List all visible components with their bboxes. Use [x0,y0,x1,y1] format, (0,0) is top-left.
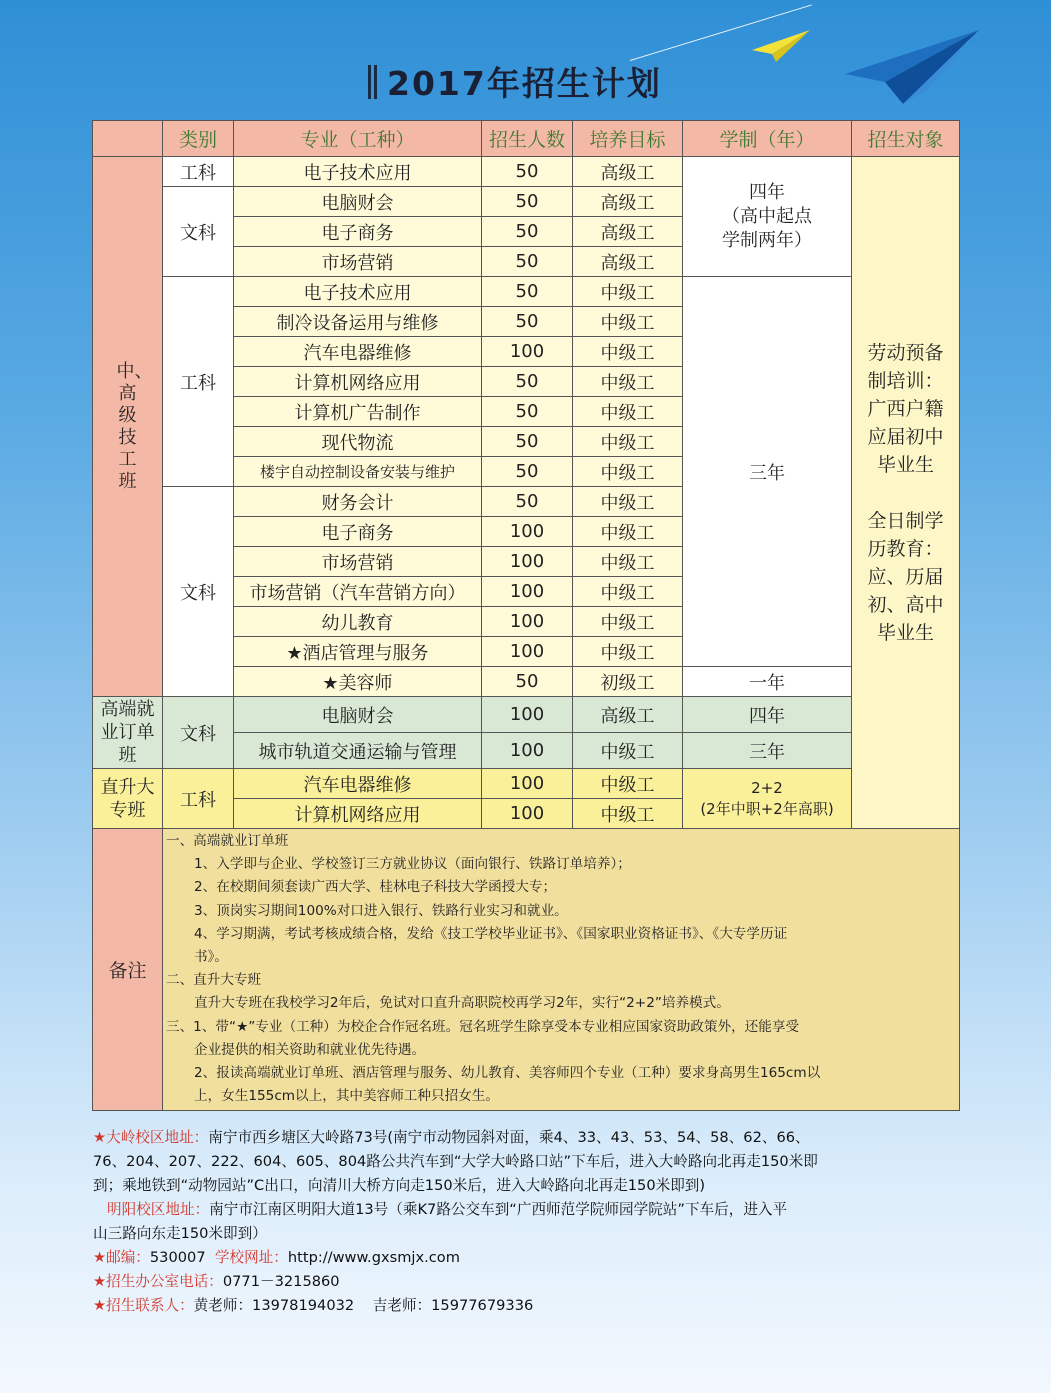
count-cell: 50 [482,157,573,187]
category-cell: 文科 [163,487,234,697]
count-cell: 100 [482,637,573,667]
count-cell: 50 [482,277,573,307]
duration-line: 学制两年） [722,229,812,251]
phone-value: 0771－3215860 [222,1273,340,1290]
major-cell: 幼儿教育 [234,607,482,637]
note-heading: 三、1、带“★”专业（工种）为校企合作冠名班。冠名班学生除享受本专业相应国家资助政策外，还能享受 [166,1018,800,1035]
mingyang-address-text: 南宁市江南区明阳大道13号（乘K7路公交车到“广西师范学院师园学院站”下车后，进入平 [209,1201,788,1218]
group-employment-class-label: 高端就业订单班 [100,699,155,766]
star-icon: ★ [93,1297,107,1314]
target-line: 毕业生 [876,453,934,476]
count-cell: 50 [482,667,573,697]
mingyang-address-line: 山三路向东走150米即到） [93,1225,267,1242]
count-cell: 100 [482,337,573,367]
major-cell: 电子技术应用 [234,277,482,307]
major-cell: 电子技术应用 [234,157,482,187]
phone-label: 招生办公室电话： [106,1273,223,1290]
goal-cell: 高级工 [573,217,683,247]
header-count: 招生人数 [482,121,573,157]
category-cell: 工科 [163,157,234,187]
mingyang-address-line [93,1198,955,1222]
count-cell: 100 [482,517,573,547]
target-line: 劳动预备 [867,341,944,364]
note-line: 1、入学即与企业、学校签订三方就业协议（面向银行、铁路订单培养）； [194,856,631,873]
target-line: 全日制学 [867,509,944,532]
goal-cell: 中级工 [573,799,683,829]
major-cell: 现代物流 [234,427,482,457]
title-bar-decoration [368,65,371,99]
target-line: 初、高中 [867,593,944,616]
note-line: 上，女生155cm以上，其中美容师工种只招女生。 [194,1088,499,1105]
notes-row [93,829,960,1111]
goal-cell: 高级工 [573,157,683,187]
postcode-line [93,1246,955,1270]
small-paper-plane-icon [752,28,812,64]
website-link[interactable]: http://www.gxsmjx.com [287,1249,460,1266]
daling-address-label: 大岭校区地址： [106,1129,209,1146]
major-cell: 财务会计 [234,487,482,517]
duration-cell: 一年 [683,667,852,697]
goal-cell: 中级工 [573,427,683,457]
major-cell: 电脑财会 [234,187,482,217]
target-line: 应届初中 [867,425,944,448]
daling-address-line: 76、204、207、222、604、605、804路公共汽车到“大学大岭路口站”下车后，进入大岭路向北再走150米即 [93,1153,818,1170]
target-line: 毕业生 [876,621,934,644]
contact-person-1: 黄老师：13978194032 [193,1297,355,1314]
note-line: 2、报读高端就业订单班、酒店管理与服务、幼儿教育、美容师四个专业（工种）要求身高男生165cm以 [194,1065,821,1082]
goal-cell: 中级工 [573,637,683,667]
table-row [93,277,960,307]
enrollment-plan-table [92,120,960,1111]
count-cell: 50 [482,187,573,217]
goal-cell: 中级工 [573,487,683,517]
duration-cell: 三年 [683,733,852,769]
page-title: 2017年招生计划 [387,64,662,103]
goal-cell: 中级工 [573,517,683,547]
duration-cell: 三年 [683,277,852,667]
group-senior-class-label: 中、高级技工班 [116,360,153,492]
table-row [93,157,960,187]
major-cell: 电脑财会 [234,697,482,733]
target-line: 应、历届 [867,565,944,588]
duration-line: 2+2 [751,778,783,797]
major-cell: 市场营销 [234,247,482,277]
count-cell: 50 [482,217,573,247]
goal-cell: 中级工 [573,733,683,769]
goal-cell: 中级工 [573,277,683,307]
major-cell: 计算机广告制作 [234,397,482,427]
goal-cell: 中级工 [573,397,683,427]
target-line: 广西户籍 [867,397,944,420]
group-college-class-label: 直升大专班 [100,776,155,821]
star-icon: ★ [93,1273,107,1290]
header-duration: 学制（年） [683,121,852,157]
contact-info [93,1126,955,1318]
large-paper-plane-icon [845,28,985,108]
count-cell: 50 [482,367,573,397]
group-employment-class [93,697,163,769]
goal-cell: 初级工 [573,667,683,697]
count-cell: 100 [482,769,573,799]
count-cell: 100 [482,697,573,733]
count-cell: 50 [482,307,573,337]
notes-label: 备注 [93,829,163,1111]
duration-line: 四年 [749,181,785,203]
duration-line: （高中起点 [722,205,812,227]
major-cell: 电子商务 [234,517,482,547]
count-cell: 100 [482,607,573,637]
table-header-row [93,121,960,157]
title-bar-decoration [374,65,377,99]
major-cell: 楼宇自动控制设备安装与维护 [234,457,482,487]
major-cell: 市场营销（汽车营销方向） [234,577,482,607]
star-icon: ★ [93,1129,107,1146]
header-corner [93,121,163,157]
goal-cell: 中级工 [573,457,683,487]
mingyang-address-label: 明阳校区地址： [107,1201,210,1218]
note-line: 3、顶岗实习期间100%对口进入银行、铁路行业实习和就业。 [194,902,568,919]
duration-line: (2年中职+2年高职) [700,799,834,818]
header-major: 专业（工种） [234,121,482,157]
header-goal: 培养目标 [573,121,683,157]
goal-cell: 高级工 [573,697,683,733]
count-cell: 50 [482,427,573,457]
count-cell: 50 [482,457,573,487]
goal-cell: 高级工 [573,247,683,277]
duration-cell [683,157,852,277]
count-cell: 100 [482,547,573,577]
notes-content [163,829,960,1111]
contact-person-2: 吉老师：15977679336 [372,1297,534,1314]
title-block [368,58,662,105]
major-cell: 汽车电器维修 [234,769,482,799]
major-cell: 计算机网络应用 [234,367,482,397]
contact-person-label: 招生联系人： [106,1297,194,1314]
major-cell: 电子商务 [234,217,482,247]
category-cell: 文科 [163,187,234,277]
daling-address-text: 南宁市西乡塘区大岭路73号(南宁市动物园斜对面，乘4、33、43、53、54、58、62、66、 [208,1129,810,1146]
duration-cell [683,769,852,829]
count-cell: 100 [482,799,573,829]
postcode-value: 530007 [149,1249,206,1266]
contact-person-line [93,1294,955,1318]
goal-cell: 中级工 [573,547,683,577]
goal-cell: 中级工 [573,337,683,367]
major-cell: 城市轨道交通运输与管理 [234,733,482,769]
goal-cell: 中级工 [573,307,683,337]
note-heading: 一、高端就业订单班 [166,833,289,849]
website-label: 学校网址： [214,1249,288,1266]
daling-address-line [93,1126,955,1150]
group-college-class [93,769,163,829]
major-cell: ★酒店管理与服务 [234,637,482,667]
note-line: 书》。 [194,949,228,966]
category-cell: 文科 [163,697,234,769]
goal-cell: 高级工 [573,187,683,217]
count-cell: 100 [482,733,573,769]
star-icon: ★ [93,1249,107,1266]
major-cell: 制冷设备运用与维修 [234,307,482,337]
header-target: 招生对象 [852,121,960,157]
major-cell: 市场营销 [234,547,482,577]
goal-cell: 中级工 [573,367,683,397]
note-line: 直升大专班在我校学习2年后，免试对口直升高职院校再学习2年，实行“2+2”培养模式。 [194,995,730,1012]
major-cell: 汽车电器维修 [234,337,482,367]
goal-cell: 中级工 [573,769,683,799]
count-cell: 50 [482,247,573,277]
note-line: 4、学习期满，考试考核成绩合格，发给《技工学校毕业证书》、《国家职业资格证书》、《大专学历证 [194,925,788,942]
note-line: 企业提供的相关资助和就业优先待遇。 [194,1041,426,1058]
goal-cell: 中级工 [573,577,683,607]
count-cell: 50 [482,487,573,517]
postcode-label: 邮编： [106,1249,150,1266]
major-cell: ★美容师 [234,667,482,697]
note-line: 2、在校期间须套读广西大学、桂林电子科技大学函授大专； [194,879,557,896]
header-category: 类别 [163,121,234,157]
note-heading: 二、直升大专班 [166,972,262,989]
target-line: 历教育： [867,537,944,560]
group-senior-class [93,157,163,697]
category-cell: 工科 [163,769,234,829]
table-row [93,769,960,799]
duration-cell: 四年 [683,697,852,733]
major-cell: 计算机网络应用 [234,799,482,829]
count-cell: 50 [482,397,573,427]
count-cell: 100 [482,577,573,607]
goal-cell: 中级工 [573,607,683,637]
phone-line [93,1270,955,1294]
category-cell: 工科 [163,277,234,487]
table-row [93,697,960,733]
daling-address-line: 到；乘地铁到“动物园站”C出口，向清川大桥方向走150米后，进入大岭路向北再走150米即到) [93,1177,706,1194]
target-line: 制培训： [867,369,944,392]
target-cell [852,157,960,829]
